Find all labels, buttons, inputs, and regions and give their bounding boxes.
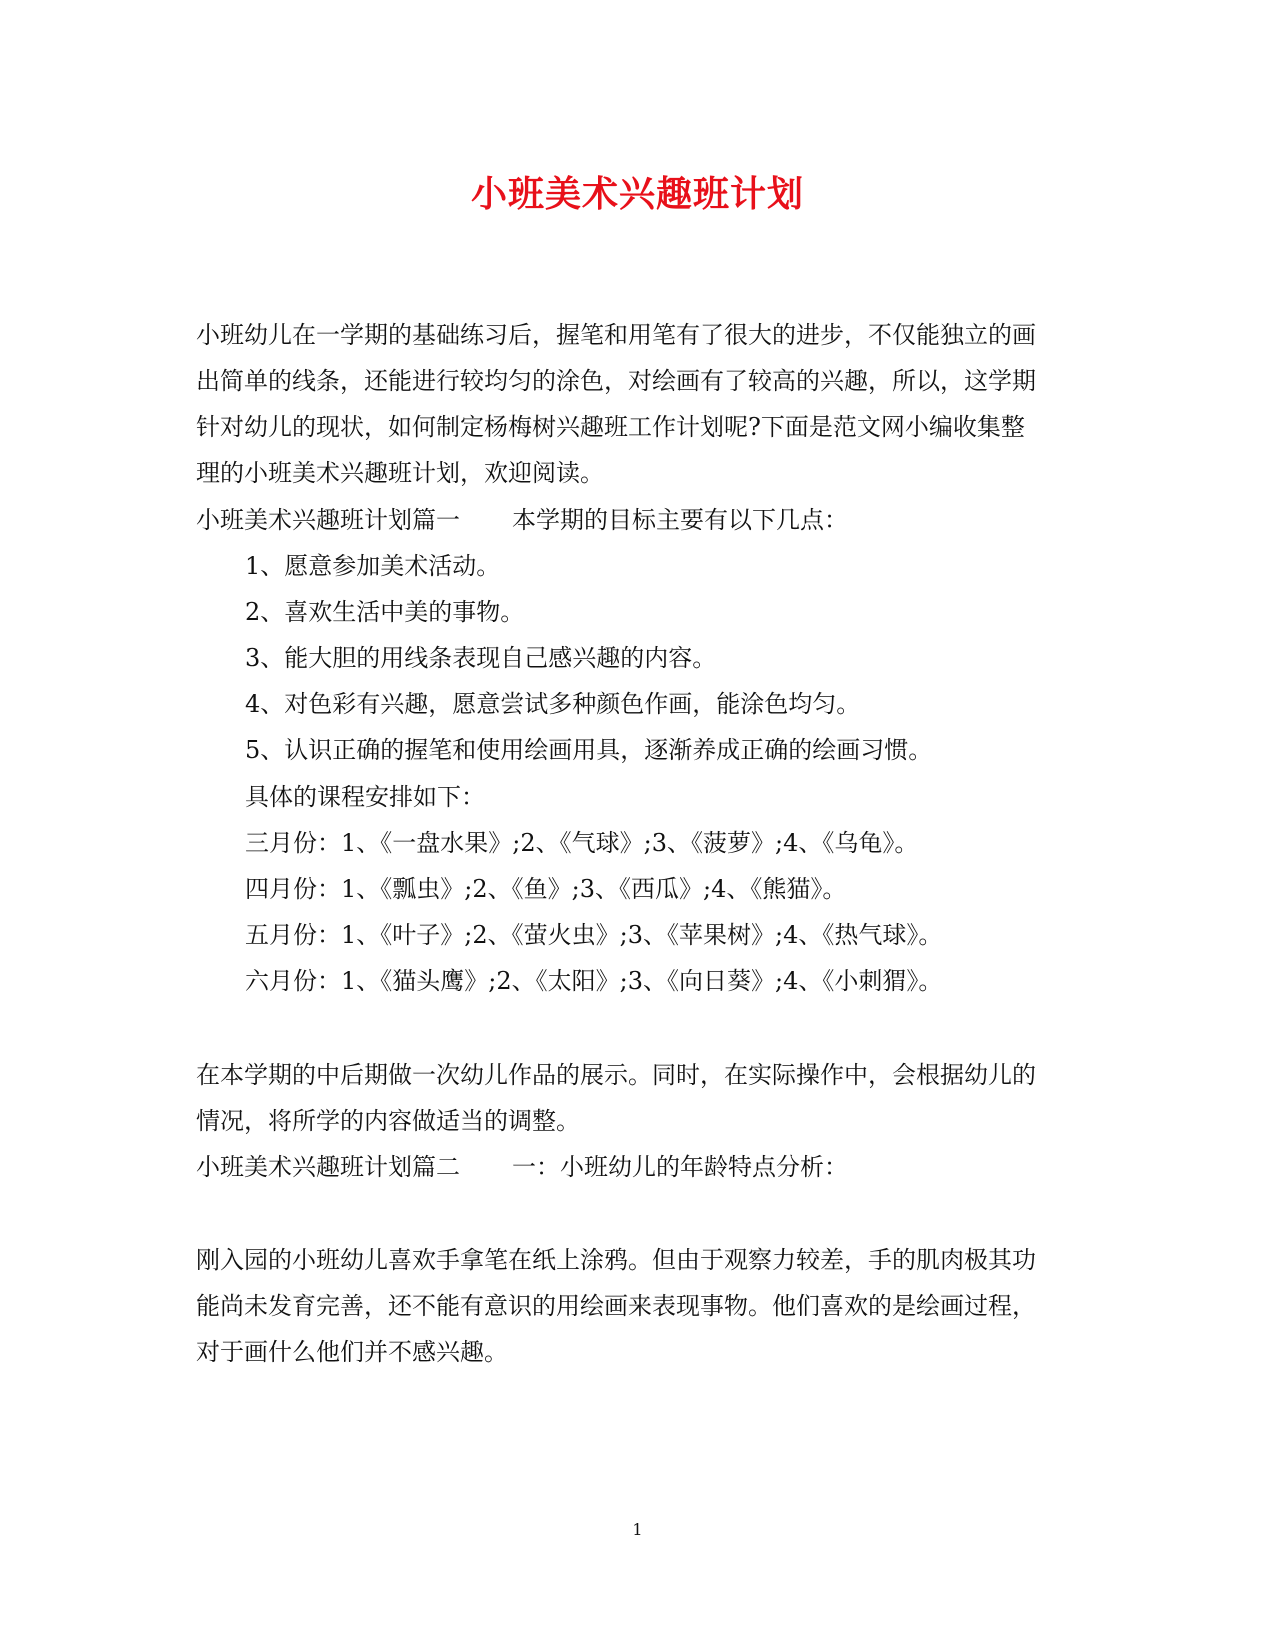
intro-line-1: 小班幼儿在一学期的基础练习后，握笔和用笔有了很大的进步，不仅能独立的画	[196, 321, 1036, 349]
section1-subheading: 本学期的目标主要有以下几点：	[512, 506, 848, 534]
page-number: 1	[632, 1520, 643, 1539]
document-title: 小班美术兴趣班计划	[470, 173, 804, 215]
schedule-march: 三月份：1、《一盘水果》;2、《气球》;3、《菠萝》;4、《乌龟》。	[245, 829, 919, 857]
section1-heading-row	[196, 503, 848, 537]
goal-item-2: 2、喜欢生活中美的事物。	[245, 598, 525, 626]
intro-line-3: 针对幼儿的现状，如何制定杨梅树兴趣班工作计划呢?下面是范文网小编收集整	[196, 413, 1025, 441]
goal-item-4: 4、对色彩有兴趣，愿意尝试多种颜色作画，能涂色均匀。	[245, 690, 861, 718]
section2-line-1: 刚入园的小班幼儿喜欢手拿笔在纸上涂鸦。但由于观察力较差，手的肌肉极其功	[196, 1246, 1036, 1274]
section2-line-3: 对于画什么他们并不感兴趣。	[196, 1338, 508, 1366]
section2-subheading: 一：小班幼儿的年龄特点分析：	[512, 1153, 848, 1181]
section2-line-2: 能尚未发育完善，还不能有意识的用绘画来表现事物。他们喜欢的是绘画过程，	[196, 1292, 1036, 1320]
closing-line-2: 情况，将所学的内容做适当的调整。	[196, 1107, 580, 1135]
intro-line-4: 理的小班美术兴趣班计划，欢迎阅读。	[196, 459, 604, 487]
intro-line-2: 出简单的线条，还能进行较均匀的涂色，对绘画有了较高的兴趣，所以，这学期	[196, 367, 1036, 395]
section1-heading: 小班美术兴趣班计划篇一	[196, 506, 460, 534]
goal-item-5: 5、认识正确的握笔和使用绘画用具，逐渐养成正确的绘画习惯。	[245, 736, 933, 764]
section2-heading: 小班美术兴趣班计划篇二	[196, 1153, 460, 1181]
section2-heading-row	[196, 1150, 848, 1184]
schedule-april: 四月份：1、《瓢虫》;2、《鱼》;3、《西瓜》;4、《熊猫》。	[245, 875, 847, 903]
schedule-intro: 具体的课程安排如下：	[245, 783, 485, 811]
schedule-june: 六月份：1、《猫头鹰》;2、《太阳》;3、《向日葵》;4、《小刺猬》。	[245, 967, 943, 995]
goal-item-1: 1、愿意参加美术活动。	[245, 552, 501, 580]
goal-item-3: 3、能大胆的用线条表现自己感兴趣的内容。	[245, 644, 717, 672]
closing-line-1: 在本学期的中后期做一次幼儿作品的展示。同时，在实际操作中，会根据幼儿的	[196, 1061, 1036, 1089]
schedule-may: 五月份：1、《叶子》;2、《萤火虫》;3、《苹果树》;4、《热气球》。	[245, 921, 943, 949]
